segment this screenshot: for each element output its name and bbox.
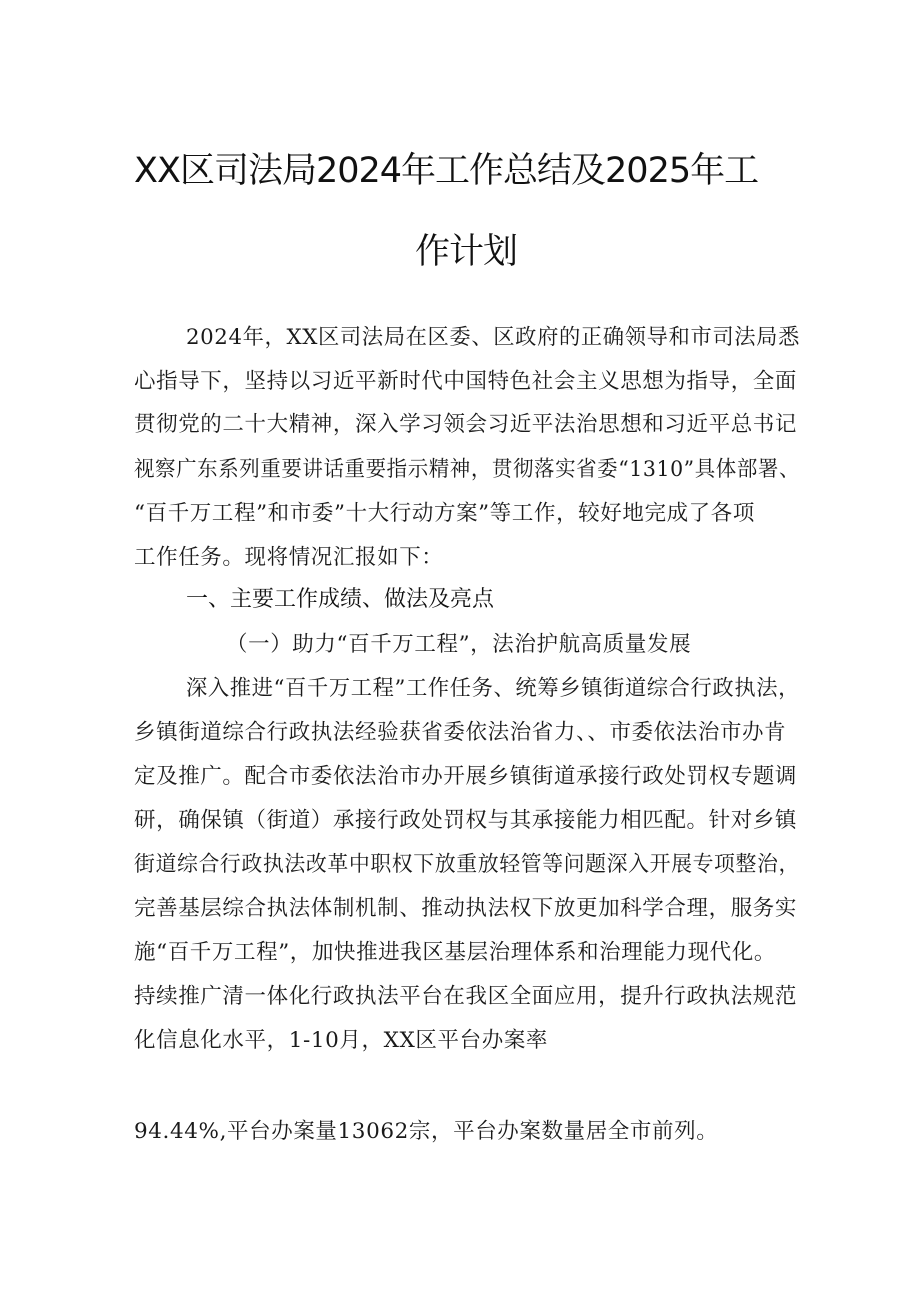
body-paragraph-line: 完善基层综合执法体制机制、推动执法权下放更加科学合理，服务实 xyxy=(134,896,798,921)
subsection-heading: （一）助力“百千万工程”，法治护航高质量发展 xyxy=(226,632,692,657)
document-title-line-2: 作计划 xyxy=(415,232,518,272)
document-title-line-1: XX区司法局2024年工作总结及2025年工 xyxy=(134,151,759,191)
body-paragraph-line: 施“百千万工程”，加快推进我区基层治理体系和治理能力现代化。 xyxy=(134,940,776,965)
intro-paragraph-line: “百千万工程”和市委”十大行动方案”等工作，较好地完成了各项 xyxy=(134,501,755,526)
intro-paragraph-line: 视察广东系列重要讲话重要指示精神，贯彻落实省委“1310”具体部署、 xyxy=(134,457,800,482)
body-paragraph-line: 化信息化水平，1-10月，XX区平台办案率 xyxy=(134,1028,549,1053)
intro-paragraph-line: 心指导下，坚持以习近平新时代中国特色社会主义思想为指导，全面 xyxy=(134,369,798,394)
body-paragraph-line: 深入推进“百千万工程”工作任务、统筹乡镇街道综合行政执法， xyxy=(186,676,800,701)
body-paragraph-line: 街道综合行政执法改革中职权下放重放轻管等问题深入开展专项整治， xyxy=(134,852,800,877)
body-paragraph-line: 定及推广。配合市委依法治市办开展乡镇街道承接行政处罚权专题调 xyxy=(134,764,798,789)
body-paragraph-line: 乡镇街道综合行政执法经验获省委依法治省力、、市委依法治市办肯 xyxy=(134,720,787,745)
body-paragraph-line: 持续推广清一体化行政执法平台在我区全面应用，提升行政执法规范 xyxy=(134,984,798,1009)
body-paragraph-line: 94.44%,平台办案量13062宗，平台办案数量居全市前列。 xyxy=(134,1119,719,1144)
intro-paragraph-line: 工作任务。现将情况汇报如下： xyxy=(134,545,444,570)
intro-paragraph-line: 2024年，XX区司法局在区委、区政府的正确领导和市司法局悉 xyxy=(186,325,800,350)
body-paragraph-line: 研，确保镇（街道）承接行政处罚权与其承接能力相匹配。针对乡镇 xyxy=(134,808,798,833)
intro-paragraph-line: 贯彻党的二十大精神，深入学习领会习近平法治思想和习近平总书记 xyxy=(134,412,798,437)
section-heading: 一、主要工作成绩、做法及亮点 xyxy=(186,587,495,612)
